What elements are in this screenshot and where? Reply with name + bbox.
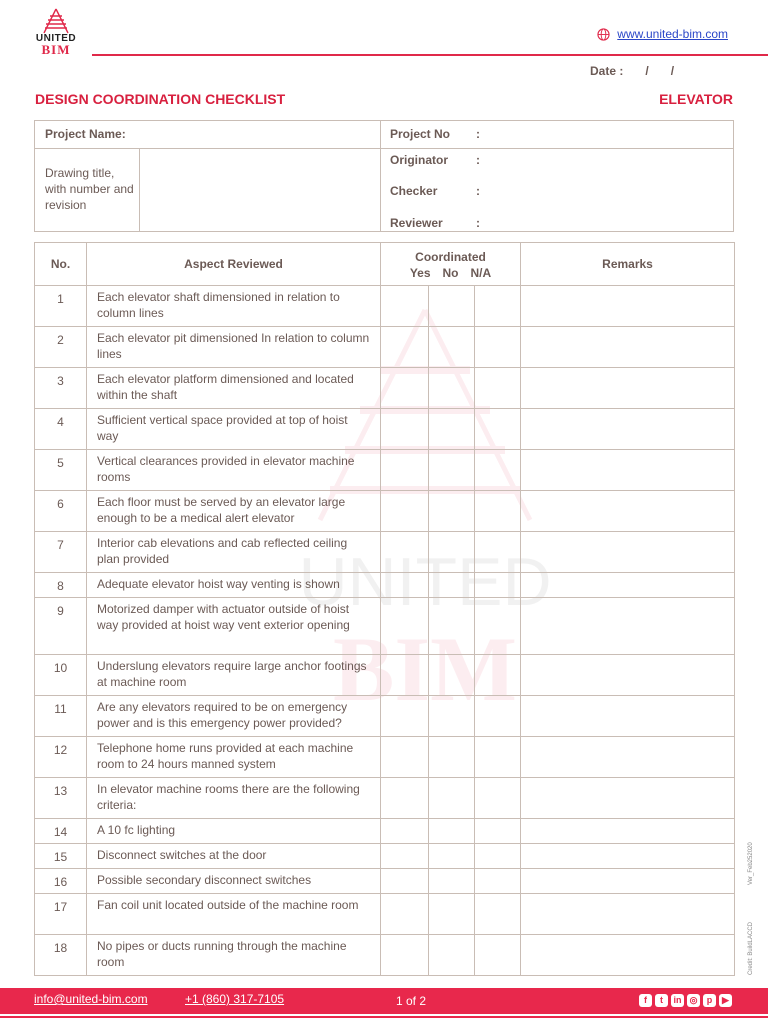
no-cell[interactable] bbox=[429, 819, 475, 844]
yes-cell[interactable] bbox=[381, 368, 429, 409]
yes-label: Yes bbox=[409, 265, 431, 280]
remarks-cell[interactable] bbox=[521, 368, 735, 409]
yes-cell[interactable] bbox=[381, 573, 429, 598]
row-aspect: A 10 fc lighting bbox=[87, 819, 381, 844]
na-cell[interactable] bbox=[475, 598, 521, 655]
row-aspect: No pipes or ducts running through the machine room bbox=[87, 935, 381, 976]
remarks-cell[interactable] bbox=[521, 778, 735, 819]
row-aspect: Fan coil unit located outside of the machine room bbox=[87, 894, 381, 935]
date-separator: / bbox=[670, 64, 675, 78]
row-aspect: Interior cab elevations and cab reflected ceiling plan provided bbox=[87, 532, 381, 573]
table-row bbox=[35, 286, 735, 327]
na-cell[interactable] bbox=[475, 532, 521, 573]
table-row bbox=[35, 935, 735, 976]
remarks-cell[interactable] bbox=[521, 935, 735, 976]
na-cell[interactable] bbox=[475, 778, 521, 819]
no-label: No bbox=[442, 265, 459, 280]
yes-cell[interactable] bbox=[381, 409, 429, 450]
row-aspect: Vertical clearances provided in elevator machine rooms bbox=[87, 450, 381, 491]
column-header-remarks: Remarks bbox=[521, 243, 735, 286]
website-url[interactable]: www.united-bim.com bbox=[617, 27, 728, 41]
na-cell[interactable] bbox=[475, 737, 521, 778]
remarks-cell[interactable] bbox=[521, 869, 735, 894]
row-number: 9 bbox=[35, 598, 87, 655]
row-number: 8 bbox=[35, 573, 87, 598]
drawing-title-label: Drawing title, with number and revision bbox=[45, 166, 134, 212]
row-aspect: Each elevator shaft dimensioned in relation to column lines bbox=[87, 286, 381, 327]
table-row bbox=[35, 450, 735, 491]
remarks-cell[interactable] bbox=[521, 696, 735, 737]
column-header-coordinated bbox=[381, 243, 521, 286]
row-aspect: Motorized damper with actuator outside of hoist way provided at hoist way vent exterior opening bbox=[87, 598, 381, 655]
page-title: DESIGN COORDINATION CHECKLIST bbox=[35, 91, 286, 107]
no-cell[interactable] bbox=[429, 737, 475, 778]
remarks-cell[interactable] bbox=[521, 844, 735, 869]
twitter-icon[interactable]: t bbox=[655, 994, 668, 1007]
row-number: 11 bbox=[35, 696, 87, 737]
pinterest-icon[interactable]: p bbox=[703, 994, 716, 1007]
colon: : bbox=[476, 127, 480, 141]
row-aspect: In elevator machine rooms there are the following criteria: bbox=[87, 778, 381, 819]
na-cell[interactable] bbox=[475, 935, 521, 976]
social-icons bbox=[639, 994, 732, 1007]
checker-label: Checker bbox=[390, 184, 438, 198]
instagram-icon[interactable]: ◎ bbox=[687, 994, 700, 1007]
na-cell[interactable] bbox=[475, 894, 521, 935]
yes-cell[interactable] bbox=[381, 737, 429, 778]
yes-cell[interactable] bbox=[381, 844, 429, 869]
version-text: Ver_Feb252020 bbox=[748, 842, 754, 885]
yes-cell[interactable] bbox=[381, 894, 429, 935]
no-cell[interactable] bbox=[429, 894, 475, 935]
row-number: 1 bbox=[35, 286, 87, 327]
table-row bbox=[35, 598, 735, 655]
row-aspect: Underslung elevators require large anchor footings at machine room bbox=[87, 655, 381, 696]
remarks-cell[interactable] bbox=[521, 573, 735, 598]
footer-phone-link[interactable]: +1 (860) 317-7105 bbox=[185, 992, 285, 1006]
na-cell[interactable] bbox=[475, 819, 521, 844]
row-number: 12 bbox=[35, 737, 87, 778]
remarks-cell[interactable] bbox=[521, 598, 735, 655]
row-number: 10 bbox=[35, 655, 87, 696]
no-cell[interactable] bbox=[429, 573, 475, 598]
no-cell[interactable] bbox=[429, 844, 475, 869]
yes-cell[interactable] bbox=[381, 491, 429, 532]
coordinated-label: Coordinated bbox=[415, 249, 486, 264]
table-row bbox=[35, 894, 735, 935]
table-row bbox=[35, 409, 735, 450]
na-cell[interactable] bbox=[475, 869, 521, 894]
united-bim-logo bbox=[30, 8, 82, 60]
row-number: 6 bbox=[35, 491, 87, 532]
footer-bottom-line bbox=[0, 1016, 768, 1018]
row-aspect: Each elevator pit dimensioned In relation to column lines bbox=[87, 327, 381, 368]
na-label: N/A bbox=[470, 265, 492, 280]
table-row bbox=[35, 696, 735, 737]
linkedin-icon[interactable]: in bbox=[671, 994, 684, 1007]
globe-icon bbox=[597, 28, 610, 41]
reviewer-label: Reviewer bbox=[390, 216, 443, 230]
row-number: 18 bbox=[35, 935, 87, 976]
row-number: 4 bbox=[35, 409, 87, 450]
na-cell[interactable] bbox=[475, 327, 521, 368]
row-number: 5 bbox=[35, 450, 87, 491]
na-cell[interactable] bbox=[475, 450, 521, 491]
column-header-aspect: Aspect Reviewed bbox=[87, 243, 381, 286]
footer-email-link[interactable]: info@united-bim.com bbox=[34, 992, 148, 1006]
svg-text:UNITED: UNITED bbox=[298, 544, 552, 620]
svg-text:BIM: BIM bbox=[333, 618, 517, 720]
row-number: 15 bbox=[35, 844, 87, 869]
date-separator: / bbox=[645, 64, 649, 78]
row-number: 17 bbox=[35, 894, 87, 935]
no-cell[interactable] bbox=[429, 598, 475, 655]
no-cell[interactable] bbox=[429, 327, 475, 368]
row-number: 3 bbox=[35, 368, 87, 409]
row-aspect: Sufficient vertical space provided at top of hoist way bbox=[87, 409, 381, 450]
remarks-cell[interactable] bbox=[521, 327, 735, 368]
remarks-cell[interactable] bbox=[521, 894, 735, 935]
row-number: 13 bbox=[35, 778, 87, 819]
remarks-cell[interactable] bbox=[521, 532, 735, 573]
table-row bbox=[35, 491, 735, 532]
project-name-label: Project Name: bbox=[45, 127, 126, 141]
table-row bbox=[35, 327, 735, 368]
logo-text-united: UNITED bbox=[35, 33, 77, 44]
yes-cell[interactable] bbox=[381, 869, 429, 894]
originator-label: Originator bbox=[390, 153, 449, 167]
date-field[interactable] bbox=[590, 64, 674, 78]
checklist-subject: ELEVATOR bbox=[659, 91, 733, 107]
logo-text-bim: BIM bbox=[41, 42, 71, 57]
yes-cell[interactable] bbox=[381, 598, 429, 655]
date-label: Date : bbox=[590, 64, 624, 78]
table-row bbox=[35, 573, 735, 598]
na-cell[interactable] bbox=[475, 286, 521, 327]
remarks-cell[interactable] bbox=[521, 409, 735, 450]
yes-cell[interactable] bbox=[381, 819, 429, 844]
remarks-cell[interactable] bbox=[521, 286, 735, 327]
na-cell[interactable] bbox=[475, 368, 521, 409]
no-cell[interactable] bbox=[429, 286, 475, 327]
row-aspect: Disconnect switches at the door bbox=[87, 844, 381, 869]
project-info-box bbox=[34, 120, 734, 232]
yes-cell[interactable] bbox=[381, 696, 429, 737]
row-aspect: Each floor must be served by an elevator large enough to be a medical alert elevator bbox=[87, 491, 381, 532]
no-cell[interactable] bbox=[429, 368, 475, 409]
row-aspect: Are any elevators required to be on emergency power and is this emergency power provided? bbox=[87, 696, 381, 737]
logo-tower-icon bbox=[41, 8, 71, 34]
row-aspect: Adequate elevator hoist way venting is shown bbox=[87, 573, 381, 598]
colon: : bbox=[476, 153, 480, 167]
yes-cell[interactable] bbox=[381, 655, 429, 696]
row-aspect: Each elevator platform dimensioned and located within the shaft bbox=[87, 368, 381, 409]
row-number: 16 bbox=[35, 869, 87, 894]
na-cell[interactable] bbox=[475, 696, 521, 737]
table-row bbox=[35, 819, 735, 844]
yes-cell[interactable] bbox=[381, 286, 429, 327]
table-row bbox=[35, 532, 735, 573]
na-cell[interactable] bbox=[475, 409, 521, 450]
no-cell[interactable] bbox=[429, 532, 475, 573]
yes-cell[interactable] bbox=[381, 327, 429, 368]
na-cell[interactable] bbox=[475, 844, 521, 869]
row-aspect: Possible secondary disconnect switches bbox=[87, 869, 381, 894]
row-number: 2 bbox=[35, 327, 87, 368]
youtube-icon[interactable]: ▶ bbox=[719, 994, 732, 1007]
no-cell[interactable] bbox=[429, 869, 475, 894]
remarks-cell[interactable] bbox=[521, 737, 735, 778]
footer-bar bbox=[0, 988, 768, 1014]
no-cell[interactable] bbox=[429, 409, 475, 450]
no-cell[interactable] bbox=[429, 450, 475, 491]
project-no-label: Project No bbox=[390, 127, 451, 141]
credit-text: Credit: BuildLACCD bbox=[748, 921, 754, 975]
na-cell[interactable] bbox=[475, 573, 521, 598]
no-cell[interactable] bbox=[429, 696, 475, 737]
row-aspect: Telephone home runs provided at each machine room to 24 hours manned system bbox=[87, 737, 381, 778]
yes-cell[interactable] bbox=[381, 935, 429, 976]
page-number: 1 of 2 bbox=[396, 994, 427, 1008]
remarks-cell[interactable] bbox=[521, 450, 735, 491]
table-row bbox=[35, 844, 735, 869]
table-row bbox=[35, 778, 735, 819]
remarks-cell[interactable] bbox=[521, 819, 735, 844]
table-row bbox=[35, 368, 735, 409]
table-row bbox=[35, 737, 735, 778]
facebook-icon[interactable]: f bbox=[639, 994, 652, 1007]
colon: : bbox=[476, 184, 480, 198]
website-link[interactable] bbox=[597, 27, 728, 41]
header-divider bbox=[92, 54, 768, 56]
no-cell[interactable] bbox=[429, 935, 475, 976]
row-number: 14 bbox=[35, 819, 87, 844]
no-cell[interactable] bbox=[429, 491, 475, 532]
column-header-no: No. bbox=[35, 243, 87, 286]
colon: : bbox=[476, 216, 480, 230]
remarks-cell[interactable] bbox=[521, 491, 735, 532]
row-number: 7 bbox=[35, 532, 87, 573]
checklist-table bbox=[34, 242, 735, 976]
remarks-cell[interactable] bbox=[521, 655, 735, 696]
no-cell[interactable] bbox=[429, 778, 475, 819]
yes-cell[interactable] bbox=[381, 450, 429, 491]
no-cell[interactable] bbox=[429, 655, 475, 696]
table-row bbox=[35, 869, 735, 894]
table-row bbox=[35, 655, 735, 696]
yes-cell[interactable] bbox=[381, 778, 429, 819]
yes-cell[interactable] bbox=[381, 532, 429, 573]
na-cell[interactable] bbox=[475, 491, 521, 532]
na-cell[interactable] bbox=[475, 655, 521, 696]
